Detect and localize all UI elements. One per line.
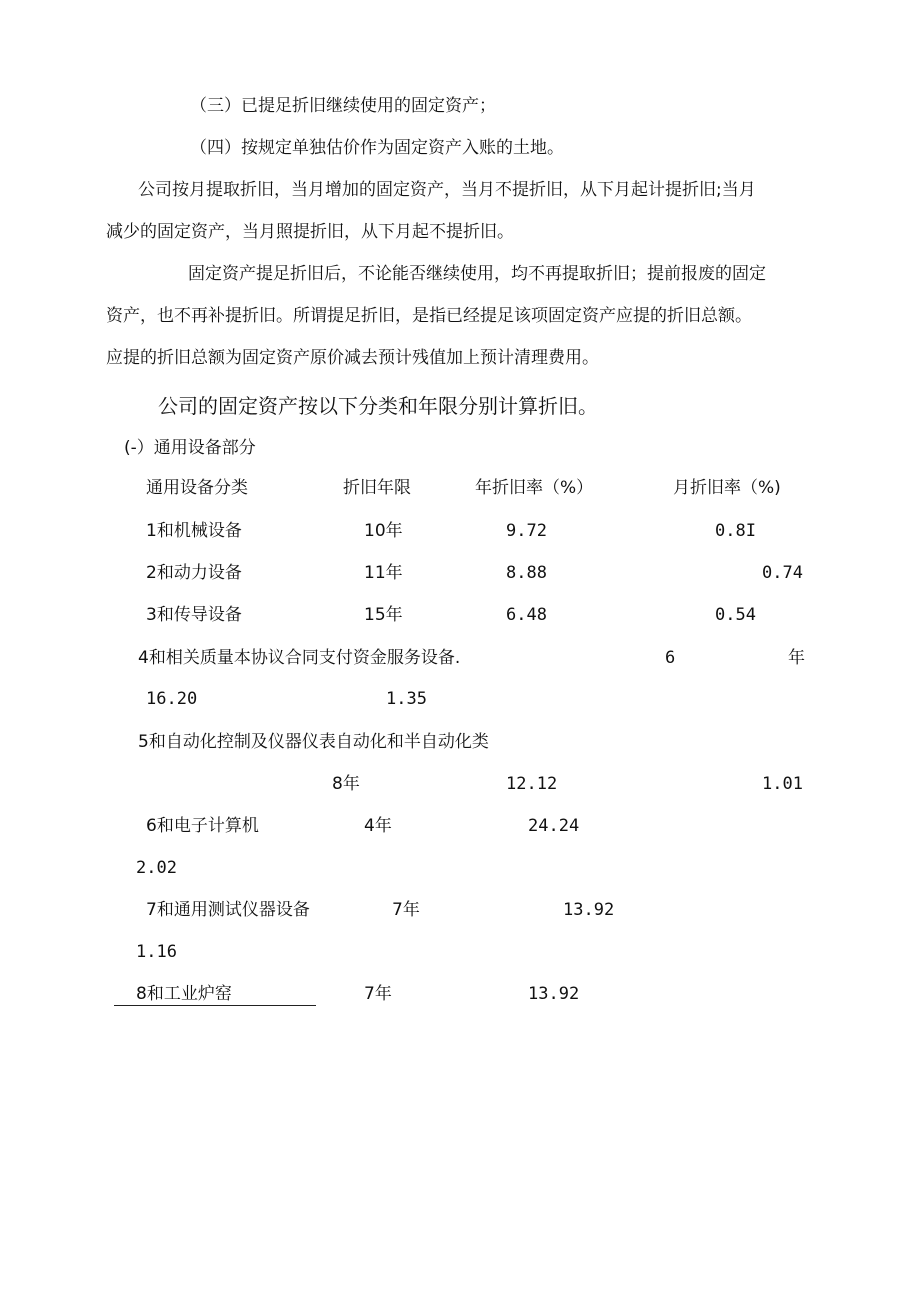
table-row-3-monthly: 0.54 [715,605,756,625]
table-row-1-monthly: 0.8I [715,521,756,541]
table-row-7-name: 7和通用测试仪器设备 [146,900,310,920]
table-row-7-years: 7年 [392,900,420,920]
table-row-3-name: 3和传导设备 [146,605,242,625]
section-heading-general-equipment: (-）通用设备部分 [124,438,256,458]
table-header-annual-rate: 年折旧率（%） [475,478,594,498]
table-row-6-years: 4年 [364,816,392,836]
table-row-4-years-unit: 年 [788,648,805,668]
paragraph-monthly-line-1: 公司按月提取折旧，当月增加的固定资产，当月不提折旧，从下月起计提折旧;当月 [138,180,756,200]
table-row-6-annual: 24.24 [528,816,580,836]
table-row-5-monthly: 1.01 [762,774,803,794]
paragraph-monthly-line-2: 减少的固定资产，当月照提折旧，从下月起不提折旧。 [106,222,514,242]
table-header-years: 折旧年限 [343,478,411,498]
table-row-2-monthly: 0.74 [762,563,803,583]
table-row-1-years: 10年 [364,521,403,541]
table-row-2-years: 11年 [364,563,403,583]
table-row-4-monthly: 1.35 [386,689,427,709]
table-row-2-annual: 8.88 [506,563,547,583]
table-row-5-years: 8年 [332,774,360,794]
table-row-6-name: 6和电子计算机 [146,816,259,836]
table-row-2-name: 2和动力设备 [146,563,242,583]
table-row-1-annual: 9.72 [506,521,547,541]
table-header-category: 通用设备分类 [146,478,248,498]
paragraph-full-depreciation-line-1: 固定资产提足折旧后，不论能否继续使用，均不再提取折旧；提前报废的固定 [188,264,766,284]
paragraph-full-depreciation-line-3: 应提的折旧总额为固定资产原价减去预计残值加上预计清理费用。 [106,348,599,368]
table-row-4-name: 4和相关质量本协议合同支付资金服务设备. [138,648,461,668]
table-row-8-name: 8和工业炉窑 [136,984,232,1004]
table-row-8-annual: 13.92 [528,984,580,1004]
table-row-3-annual: 6.48 [506,605,547,625]
table-row-8-years: 7年 [364,984,392,1004]
table-header-monthly-rate: 月折旧率（%) [673,478,781,498]
table-row-7-monthly: 1.16 [136,942,177,962]
table-row-4-annual: 16.20 [146,689,198,709]
paragraph-full-depreciation-line-2: 资产，也不再补提折旧。所谓提足折旧，是指已经提足该项固定资产应提的折旧总额。 [106,306,752,326]
table-row-5-name: 5和自动化控制及仪器仪表自动化和半自动化类 [138,732,489,752]
paragraph-item-3: （三）已提足折旧继续使用的固定资产； [190,96,496,116]
table-row-5-annual: 12.12 [506,774,558,794]
table-row-7-annual: 13.92 [563,900,615,920]
underline-divider [114,1005,316,1006]
table-row-3-years: 15年 [364,605,403,625]
table-row-4-years-number: 6 [665,648,676,668]
paragraph-item-4: （四）按规定单独估价作为固定资产入账的土地。 [190,138,564,158]
table-row-1-name: 1和机械设备 [146,521,242,541]
table-row-6-monthly: 2.02 [136,858,177,878]
paragraph-classification: 公司的固定资产按以下分类和年限分别计算折旧。 [158,394,598,418]
